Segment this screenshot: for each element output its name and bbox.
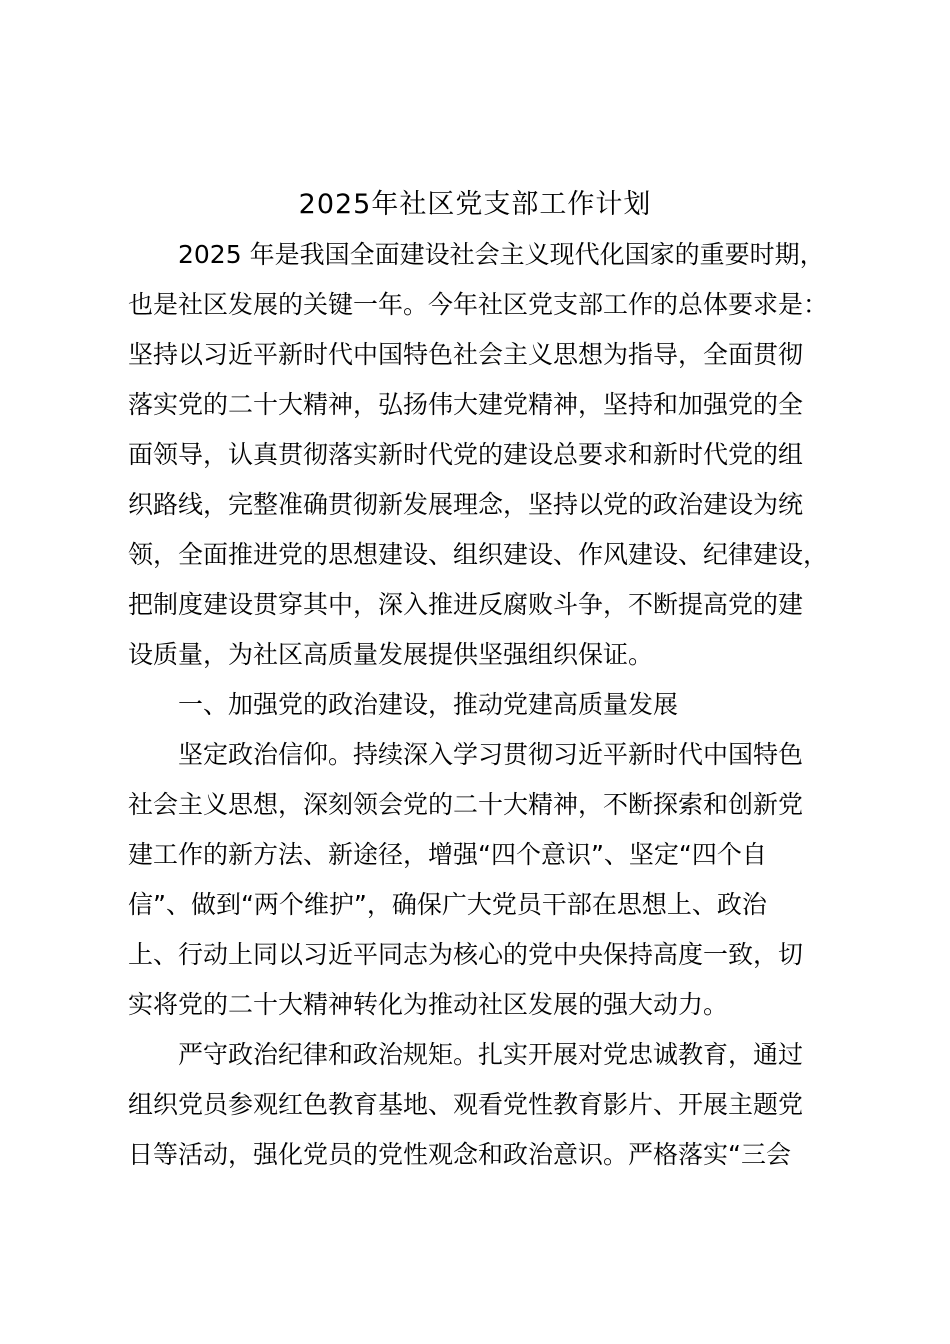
document-title: 2025年社区党支部工作计划 [298,189,652,220]
paragraph-line: 坚定政治信仰。持续深入学习贯彻习近平新时代中国特色 [178,740,804,769]
paragraph-line: 2025 年是我国全面建设社会主义现代化国家的重要时期， [178,240,825,269]
paragraph-line: 也是社区发展的关键一年。今年社区党支部工作的总体要求是： [128,290,829,319]
paragraph-line: 设质量，为社区高质量发展提供坚强组织保证。 [128,640,654,669]
paragraph-line: 实将党的二十大精神转化为推动社区发展的强大动力。 [128,990,729,1019]
paragraph-line: 严守政治纪律和政治规矩。扎实开展对党忠诚教育，通过 [178,1040,804,1069]
paragraph-line: 把制度建设贯穿其中，深入推进反腐败斗争，不断提高党的建 [128,590,804,619]
paragraph-line: 上、行动上同以习近平同志为核心的党中央保持高度一致，切 [128,940,804,969]
paragraph-line: 组织党员参观红色教育基地、观看党性教育影片、开展主题党 [128,1090,804,1119]
paragraph-political-discipline [128,1030,858,1180]
section-heading-text: 一、加强党的政治建设，推动党建高质量发展 [178,690,679,719]
paragraph-line: 落实党的二十大精神，弘扬伟大建党精神，坚持和加强党的全 [128,390,804,419]
paragraph-political-belief [128,730,858,1030]
paragraph-line: 领，全面推进党的思想建设、组织建设、作风建设、纪律建设， [128,540,829,569]
paragraph-line: 日等活动，强化党员的党性观念和政治意识。严格落实“三会 [128,1140,791,1169]
intro-paragraph [128,230,858,680]
paragraph-line: 面领导，认真贯彻落实新时代党的建设总要求和新时代党的组 [128,440,804,469]
paragraph-line: 信”、做到“两个维护”，确保广大党员干部在思想上、政治 [128,890,767,919]
paragraph-line: 社会主义思想，深刻领会党的二十大精神，不断探索和创新党 [128,790,804,819]
section-heading [128,680,858,730]
paragraph-line: 织路线，完整准确贯彻新发展理念，坚持以党的政治建设为统 [128,490,804,519]
paragraph-line: 建工作的新方法、新途径，增强“四个意识”、坚定“四个自 [128,840,767,869]
paragraph-line: 坚持以习近平新时代中国特色社会主义思想为指导，全面贯彻 [128,340,804,369]
